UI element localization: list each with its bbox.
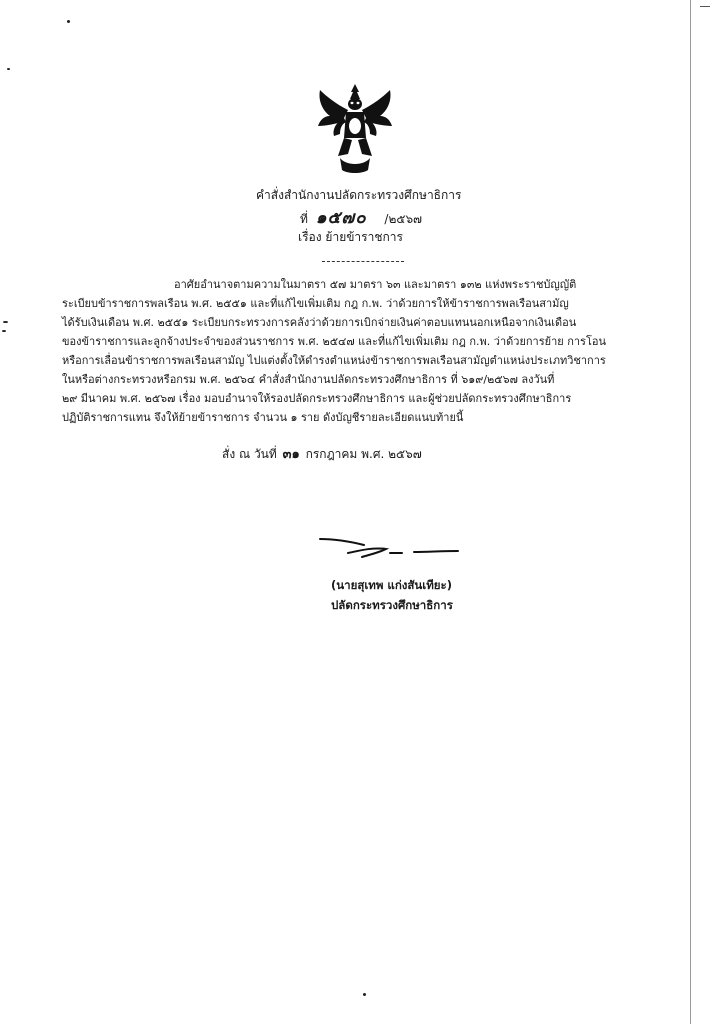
body-line: หรือการเลื่อนข้าราชการพลเรือนสามัญ ไปแต่งตั้งให้ดำรงตำแหน่งข้าราชการพลเรือนสามัญตำแหน่งประเภทวิชาการ xyxy=(62,354,606,367)
issued-day-handwritten: ๓๑ xyxy=(282,447,300,462)
body-line: ของข้าราชการและลูกจ้างประจำของส่วนราชการ พ.ศ. ๒๕๔๗ และที่แก้ไขเพิ่มเติม กฎ ก.พ. ว่าด้วยการย้าย การโอน xyxy=(62,335,606,348)
body-line: ได้รับเงินเดือน พ.ศ. ๒๕๕๑ ระเบียบกระทรวงการคลังว่าด้วยการเบิกจ่ายเงินค่าตอบแทนนอกเหนือจากเงินเดือน xyxy=(62,316,577,329)
scan-speck xyxy=(7,68,10,70)
issued-date xyxy=(222,443,422,464)
issued-suffix: กรกฎาคม พ.ศ. ๒๕๖๗ xyxy=(305,447,422,461)
order-subject: เรื่อง ย้ายข้าราชการ xyxy=(298,230,403,244)
issued-prefix: สั่ง ณ วันที่ xyxy=(222,447,277,461)
garuda-emblem-icon xyxy=(312,82,398,176)
signer-name: (นายสุเทพ แก่งสันเทียะ) xyxy=(331,578,452,592)
signer-block xyxy=(331,575,453,615)
order-number-label: ที่ xyxy=(300,212,308,226)
scan-speck xyxy=(67,20,70,23)
header-divider xyxy=(322,261,404,262)
order-number-suffix: /๒๕๖๗ xyxy=(384,212,423,226)
body-line: ระเบียบข้าราชการพลเรือน พ.ศ. ๒๕๕๑ และที่แก้ไขเพิ่มเติม กฎ ก.พ. ว่าด้วยการให้ข้าราชการพลเรือนสามัญ xyxy=(62,297,569,310)
body-line: ในหรือต่างกระทรวงหรือกรม พ.ศ. ๒๕๖๔ คำสั่งสำนักงานปลัดกระทรวงศึกษาธิการ ที่ ๖๑๙/๒๕๖๗ ลงวันที่ xyxy=(62,373,555,386)
order-number xyxy=(300,204,422,231)
scan-speck xyxy=(2,330,6,332)
order-number-handwritten: ๑๕๗๐ xyxy=(315,208,367,228)
body-line: อาศัยอำนาจตามความในมาตรา ๕๗ มาตรา ๖๓ และมาตรา ๑๓๒ แห่งพระราชบัญญัติ xyxy=(174,278,577,291)
body-line: ปฏิบัติราชการแทน จึงให้ย้ายข้าราชการ จำนวน ๑ ราย ดังบัญชีรายละเอียดแนบท้ายนี้ xyxy=(62,411,464,424)
signature-mark xyxy=(318,527,460,567)
scan-speck xyxy=(3,321,8,323)
scan-edge-line xyxy=(690,0,691,1024)
order-title: คำสั่งสำนักงานปลัดกระทรวงศึกษาธิการ xyxy=(256,188,462,202)
body-line: ๒๙ มีนาคม พ.ศ. ๒๕๖๗ เรื่อง มอบอำนาจให้รองปลัดกระทรวงศึกษาธิการ และผู้ช่วยปลัดกระทรวงศึกษาธิการ xyxy=(62,392,572,405)
scan-corner-mark xyxy=(700,6,710,7)
scan-speck xyxy=(363,993,366,996)
order-body xyxy=(62,275,624,427)
signer-position: ปลัดกระทรวงศึกษาธิการ xyxy=(331,598,453,612)
